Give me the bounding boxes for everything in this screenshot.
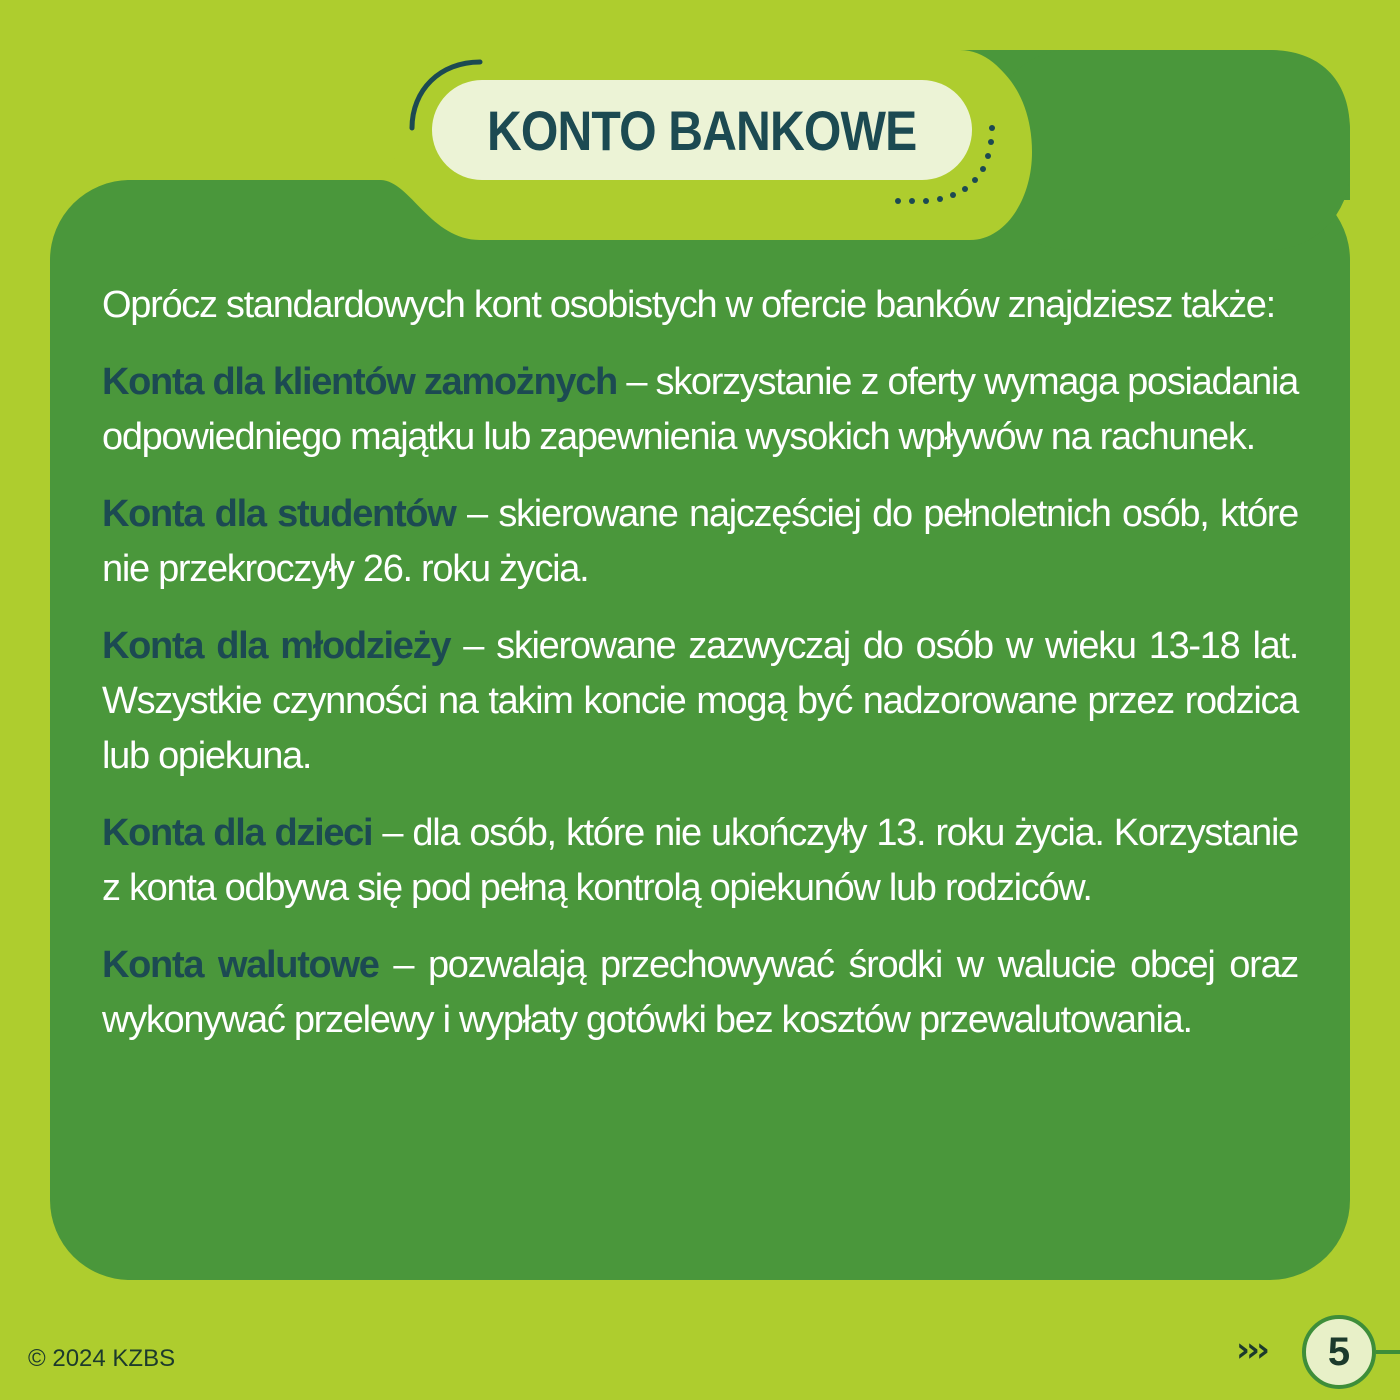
account-type-term: Konta dla studentów xyxy=(102,493,456,535)
list-item xyxy=(102,619,1298,784)
account-type-description: – dla osób, które nie ukończyły 13. roku życia. Korzystanie z konta odbywa się pod pełną kontrolą opiekunów lub rodziców. xyxy=(102,812,1298,909)
page-title: KONTO BANKOWE xyxy=(487,98,917,162)
account-type-term: Konta dla dzieci xyxy=(102,812,373,854)
list-item xyxy=(102,355,1298,465)
chevrons-right-icon: ››› xyxy=(1236,1330,1267,1370)
account-type-description: – skierowane zazwyczaj do osób w wieku 13-18 lat. Wszystkie czynności na takim koncie mogą być nadzorowane przez rodzica lub opiekuna. xyxy=(102,625,1298,777)
account-type-term: Konta walutowe xyxy=(102,944,379,986)
content-body xyxy=(102,278,1298,1070)
list-item xyxy=(102,938,1298,1048)
list-item xyxy=(102,487,1298,597)
page-badge-line xyxy=(1376,1350,1400,1354)
list-item xyxy=(102,806,1298,916)
account-type-description: – skorzystanie z oferty wymaga posiadania odpowiedniego majątku lub zapewnienia wysokich wpływów na rachunek. xyxy=(102,361,1298,458)
account-type-description: – pozwalają przechowywać środki w walucie obcej oraz wykonywać przelewy i wypłaty gotówki bez kosztów przewalutowania. xyxy=(102,944,1298,1041)
page-number-badge: 5 xyxy=(1302,1315,1376,1389)
intro-paragraph: Oprócz standardowych kont osobistych w ofercie banków znajdziesz także: xyxy=(102,284,1275,326)
title-pill xyxy=(432,80,972,180)
copyright-text: © 2024 KZBS xyxy=(28,1345,176,1372)
account-type-description: – skierowane najczęściej do pełnoletnich osób, które nie przekroczyły 26. roku życia. xyxy=(102,493,1298,590)
account-type-term: Konta dla klientów zamożnych xyxy=(102,361,617,403)
account-type-term: Konta dla młodzieży xyxy=(102,625,451,667)
